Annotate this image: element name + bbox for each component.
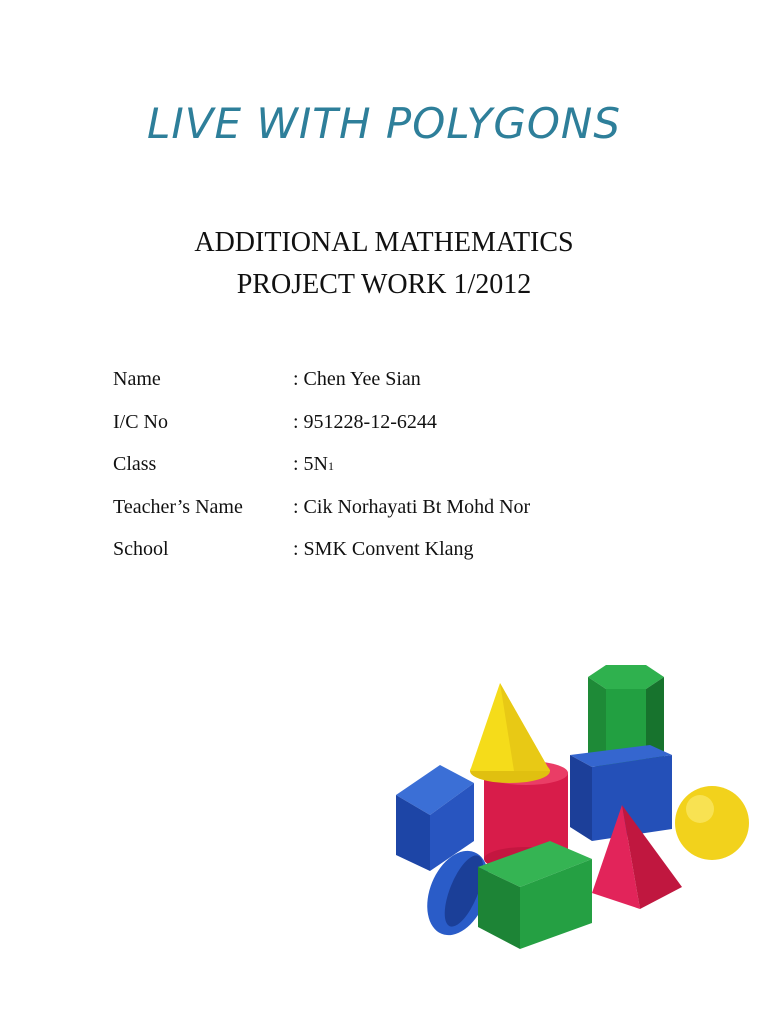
detail-value-wrapper [293, 453, 334, 476]
detail-value: : Cik Norhayati Bt Mohd Nor [293, 495, 531, 518]
geometric-shapes-image [370, 655, 768, 955]
document-title: LIVE WITH POLYGONS [146, 99, 621, 148]
detail-row-teacher [113, 496, 530, 539]
detail-value: : SMK Convent Klang [293, 538, 474, 560]
detail-value: : Chen Yee Sian [293, 368, 421, 390]
detail-row-ic [113, 411, 530, 454]
class-subscript: 1 [328, 459, 334, 473]
detail-row-class [113, 453, 530, 496]
detail-label: I/C No [113, 410, 168, 433]
detail-label: Class [113, 453, 157, 475]
cone-shape [470, 683, 550, 783]
detail-value: : 5N [293, 453, 328, 475]
subtitle-line-2: PROJECT WORK 1/2012 [236, 269, 532, 300]
detail-row-name [113, 368, 530, 411]
student-details [113, 368, 530, 581]
detail-row-school [113, 538, 530, 581]
document-subtitle [0, 222, 768, 306]
sphere-shape [675, 786, 749, 860]
detail-label: Teacher’s Name [113, 495, 243, 518]
subtitle-line-1: ADDITIONAL MATHEMATICS [194, 227, 574, 258]
detail-label: Name [113, 368, 161, 390]
detail-value: : 951228-12-6244 [293, 410, 437, 433]
detail-label: School [113, 538, 169, 560]
